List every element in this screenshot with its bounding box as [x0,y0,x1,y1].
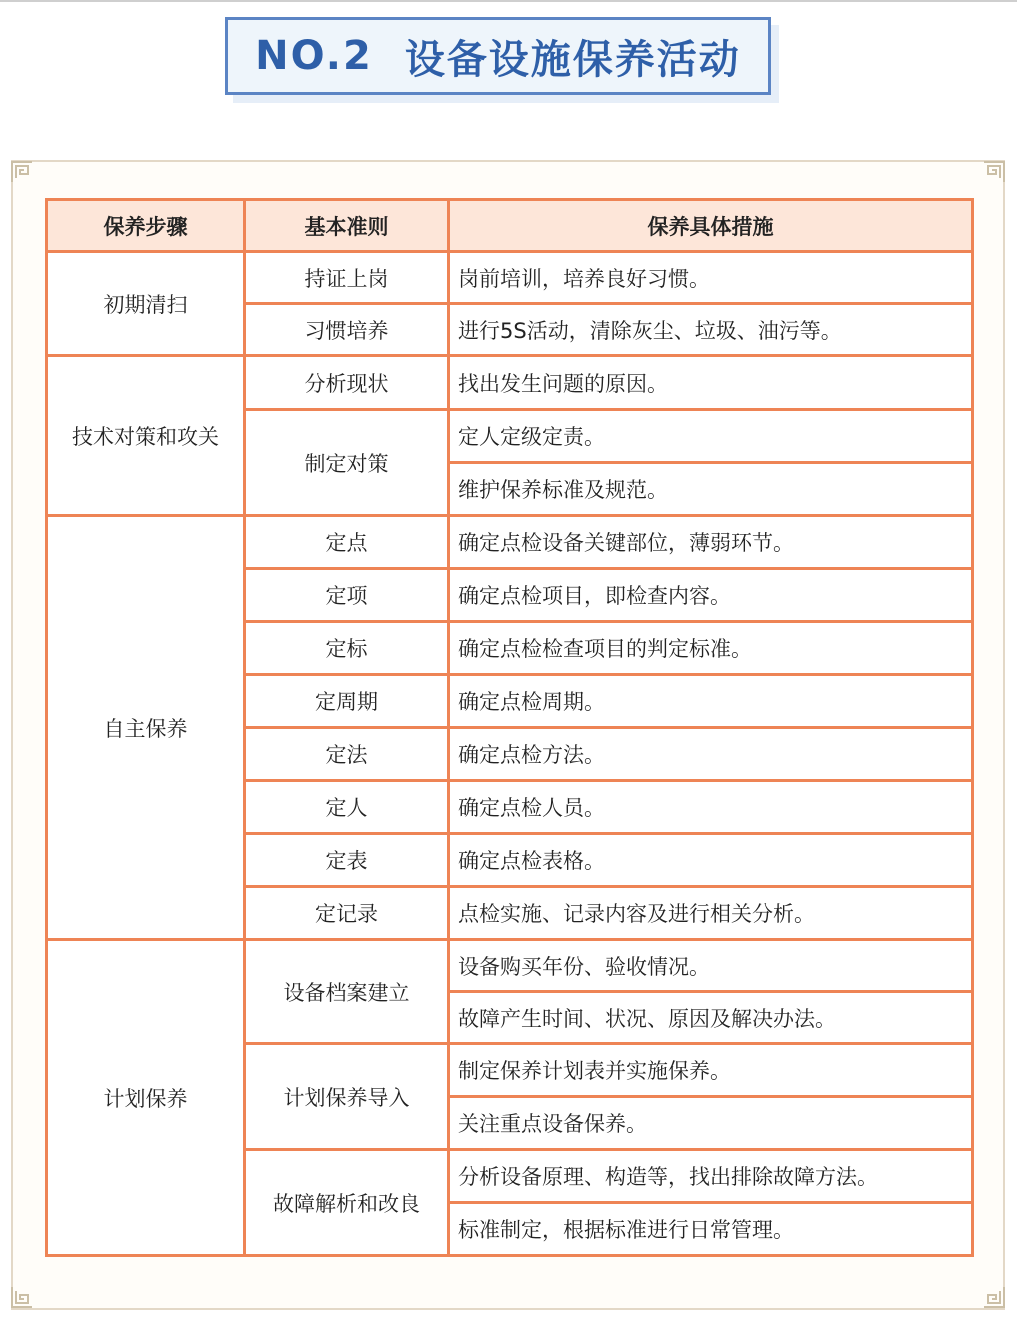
step-cell: 技术对策和攻关 [47,356,245,516]
criteria-cell: 定法 [245,728,449,781]
fret-corner-ornament-icon [10,160,34,184]
measure-cell: 点检实施、记录内容及进行相关分析。 [449,887,973,940]
criteria-cell: 习惯培养 [245,304,449,356]
table-header-row [47,200,973,252]
criteria-cell: 定项 [245,569,449,622]
measure-cell: 确定点检人员。 [449,781,973,834]
measure-cell: 确定点检表格。 [449,834,973,887]
measure-cell: 确定点检项目，即检查内容。 [449,569,973,622]
criteria-cell: 计划保养导入 [245,1044,449,1150]
criteria-cell: 定记录 [245,887,449,940]
measure-cell: 维护保养标准及规范。 [449,463,973,516]
measure-cell: 确定点检周期。 [449,675,973,728]
criteria-cell: 定人 [245,781,449,834]
criteria-cell: 定标 [245,622,449,675]
title-text: 设备设施保养活动 [404,36,741,83]
measure-cell: 找出发生问题的原因。 [449,356,973,410]
header-step: 保养步骤 [47,200,245,252]
table-row [47,356,973,410]
criteria-cell: 设备档案建立 [245,940,449,1044]
criteria-cell: 定周期 [245,675,449,728]
table-row [47,252,973,304]
criteria-cell: 分析现状 [245,356,449,410]
measure-cell: 定人定级定责。 [449,410,973,463]
criteria-cell: 制定对策 [245,410,449,516]
measure-cell: 故障产生时间、状况、原因及解决办法。 [449,992,973,1044]
title-number: NO.2 [255,33,373,79]
header-measures: 保养具体措施 [449,200,973,252]
fret-corner-ornament-icon [982,1285,1006,1309]
table-row [47,516,973,569]
fret-corner-ornament-icon [982,160,1006,184]
criteria-cell: 定表 [245,834,449,887]
page-title [225,17,771,95]
measure-cell: 进行5S活动，清除灰尘、垃圾、油污等。 [449,304,973,356]
measure-cell: 确定点检方法。 [449,728,973,781]
criteria-cell: 持证上岗 [245,252,449,304]
measure-cell: 关注重点设备保养。 [449,1097,973,1150]
step-cell: 自主保养 [47,516,245,940]
step-cell: 初期清扫 [47,252,245,356]
measure-cell: 设备购买年份、验收情况。 [449,940,973,992]
measure-cell: 制定保养计划表并实施保养。 [449,1044,973,1097]
criteria-cell: 定点 [245,516,449,569]
measure-cell: 标准制定，根据标准进行日常管理。 [449,1203,973,1256]
measure-cell: 岗前培训，培养良好习惯。 [449,252,973,304]
criteria-cell: 故障解析和改良 [245,1150,449,1256]
measure-cell: 确定点检设备关键部位，薄弱环节。 [449,516,973,569]
table-row [47,940,973,992]
measure-cell: 确定点检检查项目的判定标准。 [449,622,973,675]
maintenance-table [45,198,974,1257]
header-criteria: 基本准则 [245,200,449,252]
measure-cell: 分析设备原理、构造等，找出排除故障方法。 [449,1150,973,1203]
top-divider [0,0,1017,2]
fret-corner-ornament-icon [10,1285,34,1309]
step-cell: 计划保养 [47,940,245,1256]
